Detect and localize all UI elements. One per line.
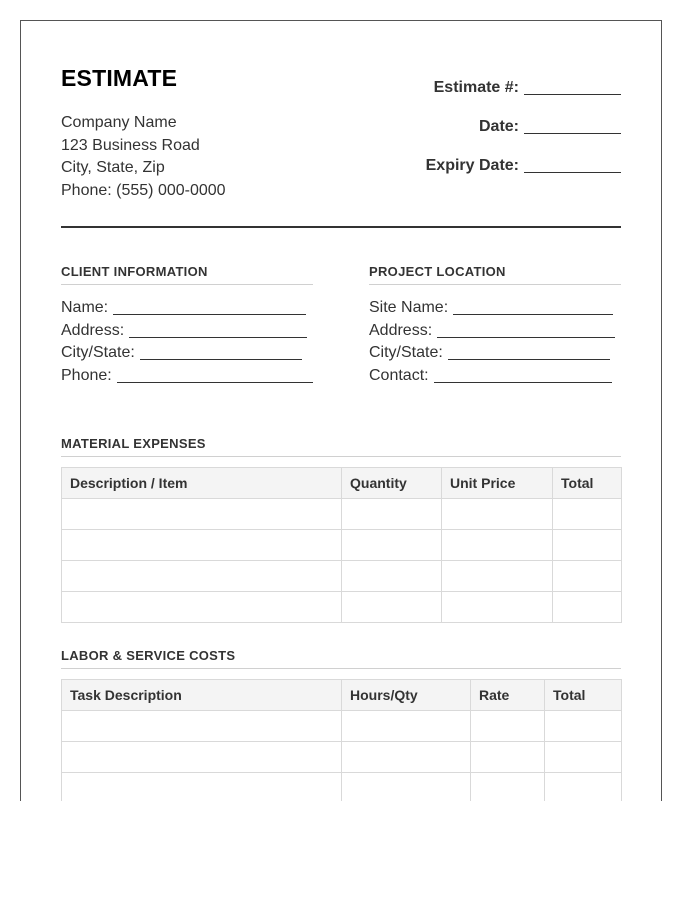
estimate-number-blank[interactable] xyxy=(524,94,621,95)
project-city-state-label: City/State: xyxy=(369,344,443,361)
date-blank[interactable] xyxy=(524,133,621,134)
company-block xyxy=(61,112,226,202)
client-city-state-row xyxy=(61,344,313,367)
column-header-task-description: Task Description xyxy=(62,680,342,711)
table-cell[interactable] xyxy=(545,711,622,742)
client-name-blank[interactable] xyxy=(113,314,306,315)
table-cell[interactable] xyxy=(62,773,342,802)
table-cell[interactable] xyxy=(471,773,545,802)
table-cell[interactable] xyxy=(545,773,622,802)
company-city-line: City, State, Zip xyxy=(61,159,165,176)
table-row xyxy=(62,742,622,773)
table-cell[interactable] xyxy=(342,530,442,561)
client-address-row xyxy=(61,322,313,345)
table-row xyxy=(62,773,622,802)
table-cell[interactable] xyxy=(342,561,442,592)
table-cell[interactable] xyxy=(342,773,471,802)
project-address-blank[interactable] xyxy=(437,337,615,338)
expiry-date-row xyxy=(426,157,621,196)
table-cell[interactable] xyxy=(442,592,553,623)
company-address: 123 Business Road xyxy=(61,136,200,154)
table-cell[interactable] xyxy=(553,561,622,592)
company-phone: Phone: (555) 000-0000 xyxy=(61,181,226,199)
contact-blank[interactable] xyxy=(434,382,612,383)
table-cell[interactable] xyxy=(471,711,545,742)
contact-row xyxy=(369,367,621,390)
labor-service-table xyxy=(61,679,622,801)
table-cell[interactable] xyxy=(471,742,545,773)
client-address-label: Address: xyxy=(61,321,125,339)
column-header-hours-qty: Hours/Qty xyxy=(342,680,471,711)
client-name-label: Name: xyxy=(61,299,109,316)
table-row xyxy=(62,499,622,530)
client-information xyxy=(61,264,313,389)
table-cell[interactable] xyxy=(342,742,471,773)
estimate-sheet xyxy=(20,20,662,801)
client-phone-row xyxy=(61,367,313,390)
company-name: Company Name xyxy=(61,114,177,131)
table-cell[interactable] xyxy=(62,530,342,561)
column-header-unit-price: Unit Price xyxy=(442,468,553,499)
column-header-quantity: Quantity xyxy=(342,468,442,499)
client-city-state-label: City/State: xyxy=(61,344,135,361)
client-address-blank[interactable] xyxy=(129,337,307,338)
column-header-description: Description / Item xyxy=(62,468,342,499)
estimate-number-label: Estimate #: xyxy=(433,79,519,96)
client-city-state-blank[interactable] xyxy=(140,359,302,360)
header-divider xyxy=(61,226,621,228)
project-address-row xyxy=(369,322,621,345)
table-cell[interactable] xyxy=(62,499,342,530)
table-cell[interactable] xyxy=(553,592,622,623)
table-cell[interactable] xyxy=(553,530,622,561)
labor-service-section xyxy=(61,648,621,801)
table-cell[interactable] xyxy=(62,561,342,592)
column-header-total: Total xyxy=(545,680,622,711)
table-cell[interactable] xyxy=(442,530,553,561)
table-row xyxy=(62,561,622,592)
table-cell[interactable] xyxy=(62,742,342,773)
expiry-date-label: Expiry Date: xyxy=(425,157,519,174)
document-title: ESTIMATE xyxy=(61,65,178,91)
site-name-row xyxy=(369,299,621,322)
project-city-state-row xyxy=(369,344,621,367)
client-phone-blank[interactable] xyxy=(117,382,313,383)
material-header-row xyxy=(62,468,622,499)
table-cell[interactable] xyxy=(545,742,622,773)
table-cell[interactable] xyxy=(62,592,342,623)
table-row xyxy=(62,711,622,742)
labor-service-heading: LABOR & SERVICE COSTS xyxy=(61,648,621,669)
table-cell[interactable] xyxy=(342,711,471,742)
table-row xyxy=(62,530,622,561)
client-phone-label: Phone: xyxy=(61,366,112,384)
table-cell[interactable] xyxy=(442,499,553,530)
project-city-state-blank[interactable] xyxy=(448,359,610,360)
table-cell[interactable] xyxy=(342,499,442,530)
material-expenses-table xyxy=(61,467,622,623)
material-expenses-heading: MATERIAL EXPENSES xyxy=(61,436,621,457)
site-name-label: Site Name: xyxy=(369,299,449,316)
project-location xyxy=(369,264,621,389)
table-cell[interactable] xyxy=(553,499,622,530)
date-row xyxy=(426,118,621,157)
estimate-number-row xyxy=(426,79,621,118)
project-address-label: Address: xyxy=(369,321,433,339)
contact-label: Contact: xyxy=(369,366,429,384)
table-row xyxy=(62,592,622,623)
client-name-row xyxy=(61,299,313,322)
date-label: Date: xyxy=(478,118,519,135)
estimate-meta xyxy=(426,79,621,196)
material-expenses-section xyxy=(61,436,621,623)
table-cell[interactable] xyxy=(442,561,553,592)
site-name-blank[interactable] xyxy=(453,314,613,315)
table-cell[interactable] xyxy=(342,592,442,623)
expiry-date-blank[interactable] xyxy=(524,172,621,173)
project-heading: PROJECT LOCATION xyxy=(369,264,621,285)
column-header-total: Total xyxy=(553,468,622,499)
column-header-rate: Rate xyxy=(471,680,545,711)
labor-header-row xyxy=(62,680,622,711)
table-cell[interactable] xyxy=(62,711,342,742)
client-heading: CLIENT INFORMATION xyxy=(61,264,313,285)
